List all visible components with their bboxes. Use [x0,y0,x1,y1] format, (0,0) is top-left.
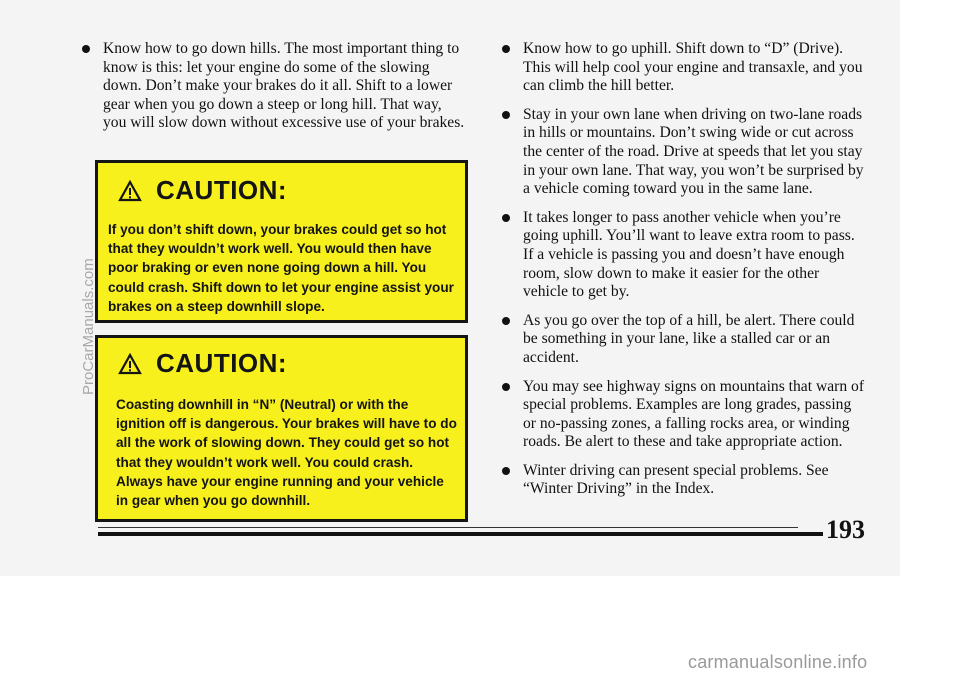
bullet-icon [502,111,510,119]
bullet-text: Know how to go uphill. Shift down to “D” (Drive). This will help cool your engine and transaxle, and you can climb the hill better. [523,40,863,95]
bullet-icon [502,467,510,475]
left-column [78,40,468,143]
bullet-item [498,106,868,199]
divider [98,527,798,528]
bullet-item [498,312,868,368]
warning-triangle-icon [118,180,142,202]
footer-rules [98,527,823,536]
caution-box [95,335,468,522]
bullet-text: Stay in your own lane when driving on two-lane roads in hills or mountains. Don’t swing wide or cut across the center of the road. Drive at speeds that let you stay in your own lane. That way, you won’t be surprised by a vehicle coming toward you in the same lane. [523,105,864,198]
bullet-text: As you go over the top of a hill, be alert. There could be something in your lane, like a stalled car or an accident. [523,311,855,366]
caution-text: If you don’t shift down, your brakes could get so hot that they wouldn’t work well. You would then have poor braking or even none going down a hill. You could crash. Shift down to let your engine assist your brakes on a steep downhill slope. [108,222,454,314]
bullet-text: It takes longer to pass another vehicle when you’re going uphill. You’ll want to leave extra room to pass. If a vehicle is passing you and doesn’t have enough room, slow down to make it easier for the other vehicle to get by. [523,208,855,301]
divider [98,532,823,536]
bullet-item [498,462,868,499]
caution-text: Coasting downhill in “N” (Neutral) or with the ignition off is dangerous. Your brakes will have to do all the work of slowing down. They could get so hot that they wouldn’t work well. You could crash. Always have your engine running and your vehicle in gear when you go downhill. [116,397,457,509]
bullet-icon [502,383,510,391]
bullet-icon [502,45,510,53]
bullet-item [498,378,868,452]
bullet-text: Know how to go down hills. The most important thing to know is this: let your engine do some of the slowing down. Don’t make your brakes do it all. Shift to a lower gear when you go down a steep or long hill. That way, you will slow down without excessive use of your brakes. [103,40,465,132]
bullet-icon [502,317,510,325]
page-number: 193 [826,515,865,544]
bullet-item [78,40,468,133]
warning-triangle-icon [118,353,142,375]
bullet-icon [502,214,510,222]
bullet-text: Winter driving can present special problems. See “Winter Driving” in the Index. [523,461,829,498]
bullet-icon [82,45,90,53]
caution-box [95,160,468,323]
right-column [498,40,868,509]
bullet-text: You may see highway signs on mountains that warn of special problems. Examples are long grades, passing or no-passing zones, a falling rocks area, or winding roads. Be alert to these and take appropriate action. [523,377,865,451]
caution-heading: CAUTION: [156,348,288,378]
site-footer-link[interactable]: carmanualsonline.info [688,652,868,672]
bullet-item [498,209,868,302]
bullet-item [498,40,868,96]
caution-heading: CAUTION: [156,175,288,205]
watermark-text: ProCarManuals.com [80,258,97,395]
